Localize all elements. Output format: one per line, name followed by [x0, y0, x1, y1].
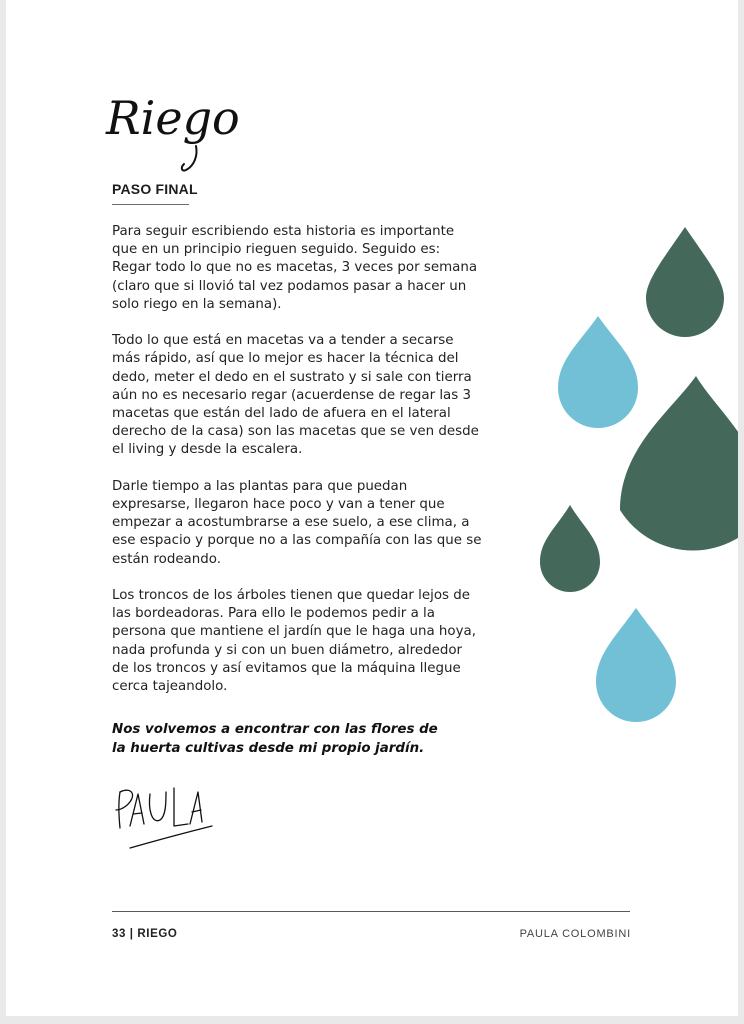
- drop-dark-large-icon: [620, 376, 738, 551]
- footer-page-section: 33 | RIEGO: [112, 928, 178, 940]
- paragraph-3: Darle tiempo a las plantas para que puedan expresarse, llegaron hace poco y van a tener que empezar a acostumbrarse a ese suelo, a ese clima, a ese espacio y porque no a las compañía con las que se están rodeando.: [112, 478, 482, 567]
- paragraph-4: Los troncos de los árboles tienen que quedar lejos de las bordeadoras. Para ello le podemos pedir a la persona que mantiene el jardín que le haga una hoya, nada profunda y si con un buen diámetro, alrededor de los troncos y así evitamos que la máquina llegue cerca tajeandolo.: [112, 588, 476, 695]
- page-title-text: Riego: [106, 91, 240, 145]
- body-text: [112, 223, 482, 714]
- paragraph-1: Para seguir escribiendo esta historia es importante que en un principio rieguen seguido. Seguido es: Regar todo lo que no es macetas, 3 veces por semana (claro que si llovió tal vez podamos pasar a hacer un solo riego en la semana).: [112, 224, 478, 312]
- signature: [108, 780, 218, 855]
- page-title: [102, 84, 242, 174]
- drop-dark-small-icon: [540, 505, 600, 592]
- subtitle-underline: [112, 204, 189, 205]
- closing-line-2: la huerta cultivas desde mi propio jardín.: [112, 741, 425, 756]
- closing-quote: [112, 720, 472, 758]
- footer-rule: [112, 911, 630, 912]
- drop-light-lower-icon: [596, 608, 676, 722]
- document-page: [6, 0, 738, 1016]
- footer-author: PAULA COLOMBINI: [519, 928, 631, 940]
- drop-light-upper-icon: [558, 316, 638, 428]
- closing-line-1: Nos volvemos a encontrar con las flores de: [112, 722, 438, 737]
- drop-dark-top-icon: [646, 227, 724, 337]
- paragraph-2: Todo lo que está en macetas va a tender a secarse más rápido, así que lo mejor es hacer la técnica del dedo, meter el dedo en el sustrato y si sale con tierra aún no es necesario regar (acuerdense de regar las 3 macetas que están del lado de afuera en el lateral derecho de la casa) son las macetas que se ven desde el living y desde la escalera.: [112, 333, 479, 458]
- section-subtitle: PASO FINAL: [112, 181, 198, 197]
